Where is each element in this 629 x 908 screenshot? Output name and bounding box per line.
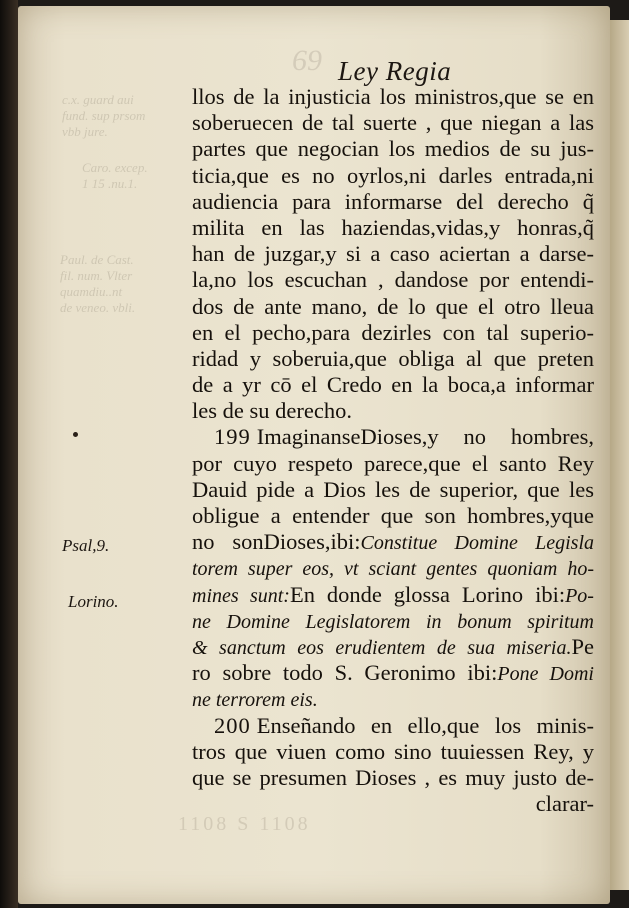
text-line bbox=[192, 686, 594, 712]
latin-quote: mines sunt: bbox=[192, 584, 290, 607]
text-line: han de juzgar,y si a caso aciertan a darse- bbox=[192, 241, 594, 267]
section-number: 199 bbox=[214, 424, 251, 450]
text-line: soberuecen de tal suerte , que niegan a las bbox=[192, 110, 594, 136]
text-line: dos de ante mano, de lo que el otro lleua bbox=[192, 293, 594, 319]
text-line: que se presumen Dioses , es muy justo de- bbox=[192, 764, 594, 790]
text-line: en el pecho,para dezirles con tal superio- bbox=[192, 319, 594, 345]
book-spine bbox=[0, 0, 18, 908]
latin-quote: ne Domine Legislatorem in bonum spiritum bbox=[192, 610, 594, 633]
text-line: por cuyo respeto parece,que el santo Rey bbox=[192, 450, 594, 476]
section-number: 200 bbox=[214, 712, 251, 738]
running-head: Ley Regia bbox=[338, 56, 452, 86]
text-line: partes que negocian los medios de su jus- bbox=[192, 136, 594, 162]
text-line: milita en las haziendas,vidas,y honras,q̃ bbox=[192, 214, 594, 240]
text-segment: En donde glossa Lorino ibi: bbox=[289, 581, 566, 607]
margin-note-psal: Psal,9. bbox=[62, 536, 110, 555]
text-line: de a yr cō el Credo en la boca,a informar bbox=[192, 372, 594, 398]
text-line bbox=[192, 608, 594, 634]
latin-quote: torem super eos, vt sciant gentes quoniam ho- bbox=[192, 558, 594, 581]
text-segment: ro sobre todo S. Geronimo ibi: bbox=[192, 660, 498, 686]
text-line: obligue a entender que son hombres,yque bbox=[192, 503, 594, 528]
text-line: les de su derecho. bbox=[192, 398, 352, 424]
section-line-200 bbox=[192, 713, 594, 739]
text-segment: Pe bbox=[571, 633, 594, 659]
text-line: la,no los escuchan , dandose por entendi- bbox=[192, 267, 594, 293]
text-line bbox=[192, 529, 594, 555]
text-line bbox=[192, 582, 594, 608]
text-segment: Enseñando en ello,que los minis- bbox=[256, 712, 594, 738]
bleed-through-footer: 1108 S 1108 bbox=[178, 813, 311, 835]
text-line: ridad y soberuia,que obliga al que preten bbox=[192, 345, 594, 371]
bleed-through-note-low: Paul. de Cast. fil. num. Vlter quamdiu..nt de veneo. vbli. bbox=[60, 252, 136, 315]
margin-dot bbox=[73, 432, 78, 437]
adjacent-page-edge bbox=[610, 20, 629, 890]
latin-quote: & sanctum eos erudientem de sua miseria. bbox=[192, 636, 572, 659]
latin-quote: Constitue Domine Legisla bbox=[360, 532, 594, 555]
latin-quote: ne terrorem eis. bbox=[192, 689, 318, 712]
bleed-through-note-top: c.x. guard aui fund. sup prsom vbb jure. bbox=[62, 92, 146, 139]
text-line bbox=[192, 660, 594, 686]
text-segment: ImaginanseDioses,y no hombres, bbox=[256, 424, 594, 450]
catchword: clarar- bbox=[535, 791, 594, 817]
section-line-199 bbox=[192, 424, 594, 450]
text-line: llos de la injusticia los ministros,que se en bbox=[192, 84, 594, 109]
body-text bbox=[192, 84, 594, 817]
latin-quote: Pone Domi bbox=[497, 663, 594, 686]
text-line: ticia,que es no oyrlos,ni darles entrada,ni bbox=[192, 162, 594, 188]
latin-quote: Po- bbox=[565, 584, 594, 607]
text-line: Dauid pide a Dios les de superior, que les bbox=[192, 476, 594, 502]
text-line bbox=[192, 634, 594, 660]
text-line bbox=[192, 555, 594, 581]
text-line: audiencia para informarse del derecho q̃ bbox=[192, 188, 594, 214]
text-segment: no sonDioses,ibi: bbox=[192, 529, 361, 555]
margin-note-lorino: Lorino. bbox=[68, 592, 119, 611]
bleed-through-note-mid: Caro. excep. 1 15 .nu.1. bbox=[82, 160, 148, 191]
bleed-through-page-number: 69 bbox=[292, 44, 322, 77]
text-line: tros que viuen como sino tuuiessen Rey, y bbox=[192, 738, 594, 764]
